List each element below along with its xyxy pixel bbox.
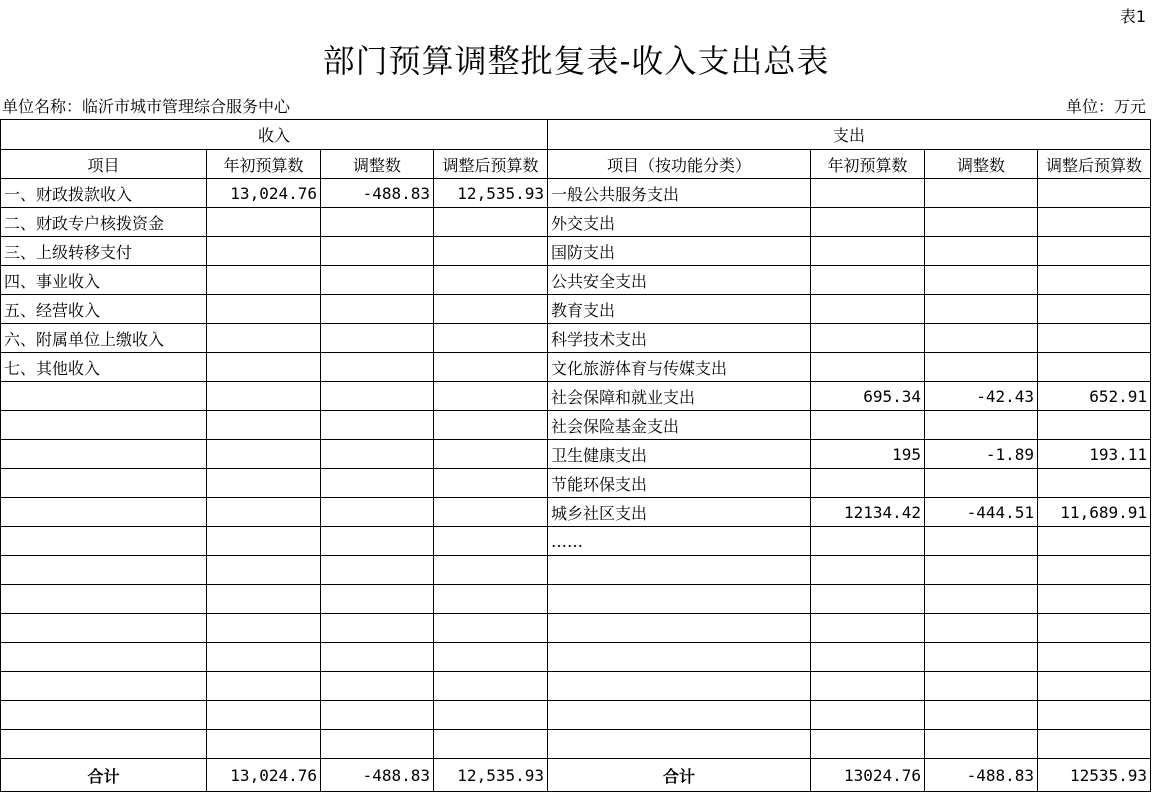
expense-adjust-cell (925, 614, 1038, 643)
income-adjust-cell (321, 556, 434, 585)
expense-initial-cell (811, 208, 925, 237)
income-adjust-cell (321, 411, 434, 440)
page-title: 部门预算调整批复表-收入支出总表 (322, 42, 830, 80)
expense-initial-cell (811, 324, 925, 353)
expense-item-cell: 科学技术支出 (548, 324, 811, 353)
expense-item-cell: 公共安全支出 (548, 266, 811, 295)
income-initial-cell (207, 701, 321, 730)
table-row (1, 614, 1151, 643)
income-adjust-cell (321, 469, 434, 498)
expense-adjust-cell (925, 556, 1038, 585)
expense-after-cell (1038, 643, 1151, 672)
income-adjust-cell (321, 382, 434, 411)
expense-adjust-cell (925, 295, 1038, 324)
expense-after-cell (1038, 237, 1151, 266)
income-after-cell (434, 672, 548, 701)
income-after-cell (434, 730, 548, 759)
income-item-cell (1, 585, 207, 614)
income-after-cell (434, 266, 548, 295)
col-header-expense-adjust: 调整数 (925, 150, 1038, 179)
table-row (1, 295, 1151, 324)
income-initial-cell (207, 498, 321, 527)
expense-item-cell: 国防支出 (548, 237, 811, 266)
income-initial-cell (207, 237, 321, 266)
income-item-cell (1, 643, 207, 672)
expense-adjust-cell (925, 353, 1038, 382)
expense-adjust-cell (925, 672, 1038, 701)
income-after-cell: 12,535.93 (434, 759, 548, 792)
income-initial-cell (207, 643, 321, 672)
expense-after-cell (1038, 295, 1151, 324)
expense-item-cell: …… (548, 527, 811, 556)
table-row (1, 556, 1151, 585)
col-header-income-adjust: 调整数 (321, 150, 434, 179)
expense-adjust-cell (925, 585, 1038, 614)
income-after-cell (434, 411, 548, 440)
income-item-cell: 一、财政拨款收入 (1, 179, 207, 208)
income-initial-cell (207, 614, 321, 643)
table-row (1, 353, 1151, 382)
income-adjust-cell: -488.83 (321, 179, 434, 208)
expense-item-cell (548, 701, 811, 730)
income-adjust-cell (321, 498, 434, 527)
table-row (1, 324, 1151, 353)
expense-initial-cell: 13024.76 (811, 759, 925, 792)
income-after-cell (434, 237, 548, 266)
income-item-cell (1, 469, 207, 498)
income-item-cell (1, 527, 207, 556)
expense-item-cell: 一般公共服务支出 (548, 179, 811, 208)
expense-item-cell (548, 585, 811, 614)
table-row (1, 672, 1151, 701)
expense-after-cell (1038, 179, 1151, 208)
income-item-cell (1, 730, 207, 759)
expense-adjust-cell (925, 643, 1038, 672)
unit-label: 单位：万元 (1065, 97, 1146, 116)
total-row (1, 759, 1151, 792)
expense-adjust-cell (925, 527, 1038, 556)
table-number: 表1 (1119, 7, 1146, 26)
expense-initial-cell (811, 266, 925, 295)
income-initial-cell (207, 469, 321, 498)
budget-table (0, 119, 1151, 792)
expense-section-header: 支出 (548, 120, 1151, 150)
income-adjust-cell: -488.83 (321, 759, 434, 792)
table-row (1, 382, 1151, 411)
income-adjust-cell (321, 353, 434, 382)
expense-adjust-cell (925, 730, 1038, 759)
income-initial-cell (207, 556, 321, 585)
expense-item-cell (548, 614, 811, 643)
income-item-cell (1, 556, 207, 585)
income-after-cell (434, 440, 548, 469)
expense-item-cell (548, 643, 811, 672)
col-header-expense-item: 项目（按功能分类） (548, 150, 811, 179)
expense-after-cell (1038, 266, 1151, 295)
expense-initial-cell: 695.34 (811, 382, 925, 411)
expense-item-cell: 文化旅游体育与传媒支出 (548, 353, 811, 382)
expense-initial-cell (811, 237, 925, 266)
table-row (1, 730, 1151, 759)
income-item-cell: 六、附属单位上缴收入 (1, 324, 207, 353)
expense-adjust-cell (925, 266, 1038, 295)
expense-after-cell: 193.11 (1038, 440, 1151, 469)
income-after-cell (434, 469, 548, 498)
income-adjust-cell (321, 266, 434, 295)
expense-after-cell (1038, 411, 1151, 440)
income-initial-cell (207, 440, 321, 469)
income-initial-cell: 13,024.76 (207, 759, 321, 792)
income-initial-cell (207, 527, 321, 556)
table-row (1, 440, 1151, 469)
expense-adjust-cell (925, 237, 1038, 266)
income-after-cell (434, 614, 548, 643)
expense-item-cell: 社会保险基金支出 (548, 411, 811, 440)
expense-item-cell (548, 730, 811, 759)
income-item-cell: 二、财政专户核拨资金 (1, 208, 207, 237)
income-initial-cell (207, 324, 321, 353)
expense-initial-cell: 12134.42 (811, 498, 925, 527)
expense-initial-cell (811, 585, 925, 614)
column-header-row (1, 150, 1151, 179)
expense-adjust-cell (925, 701, 1038, 730)
table-row (1, 701, 1151, 730)
income-after-cell (434, 585, 548, 614)
income-after-cell (434, 498, 548, 527)
expense-initial-cell (811, 614, 925, 643)
expense-adjust-cell (925, 179, 1038, 208)
income-after-cell (434, 527, 548, 556)
col-header-expense-after: 调整后预算数 (1038, 150, 1151, 179)
income-item-cell (1, 382, 207, 411)
expense-item-cell: 卫生健康支出 (548, 440, 811, 469)
income-item-cell (1, 614, 207, 643)
income-adjust-cell (321, 295, 434, 324)
expense-after-cell (1038, 614, 1151, 643)
expense-item-cell: 节能环保支出 (548, 469, 811, 498)
expense-after-cell (1038, 527, 1151, 556)
income-adjust-cell (321, 324, 434, 353)
expense-adjust-cell: -1.89 (925, 440, 1038, 469)
income-item-cell (1, 440, 207, 469)
income-item-cell (1, 672, 207, 701)
expense-item-cell: 教育支出 (548, 295, 811, 324)
income-initial-cell (207, 730, 321, 759)
income-adjust-cell (321, 208, 434, 237)
expense-item-cell: 外交支出 (548, 208, 811, 237)
income-initial-cell: 13,024.76 (207, 179, 321, 208)
income-initial-cell (207, 585, 321, 614)
table-row (1, 469, 1151, 498)
table-row (1, 643, 1151, 672)
expense-initial-cell (811, 295, 925, 324)
expense-after-cell (1038, 208, 1151, 237)
expense-after-cell (1038, 353, 1151, 382)
income-section-header: 收入 (1, 120, 548, 150)
income-after-cell (434, 295, 548, 324)
col-header-income-initial: 年初预算数 (207, 150, 321, 179)
income-after-cell: 12,535.93 (434, 179, 548, 208)
expense-after-cell: 12535.93 (1038, 759, 1151, 792)
expense-adjust-cell (925, 324, 1038, 353)
expense-initial-cell (811, 353, 925, 382)
table-row (1, 266, 1151, 295)
col-header-income-item: 项目 (1, 150, 207, 179)
expense-initial-cell (811, 701, 925, 730)
income-adjust-cell (321, 672, 434, 701)
section-header-row (1, 120, 1151, 150)
income-item-cell (1, 701, 207, 730)
expense-after-cell (1038, 730, 1151, 759)
expense-after-cell: 652.91 (1038, 382, 1151, 411)
income-adjust-cell (321, 527, 434, 556)
table-row (1, 411, 1151, 440)
income-adjust-cell (321, 237, 434, 266)
expense-initial-cell (811, 411, 925, 440)
expense-after-cell (1038, 672, 1151, 701)
expense-initial-cell (811, 179, 925, 208)
income-adjust-cell (321, 643, 434, 672)
expense-adjust-cell (925, 469, 1038, 498)
income-initial-cell (207, 353, 321, 382)
expense-adjust-cell: -488.83 (925, 759, 1038, 792)
table-row (1, 179, 1151, 208)
expense-after-cell (1038, 556, 1151, 585)
income-item-cell (1, 498, 207, 527)
expense-after-cell (1038, 701, 1151, 730)
expense-after-cell (1038, 469, 1151, 498)
table-row (1, 527, 1151, 556)
expense-item-cell (548, 672, 811, 701)
income-adjust-cell (321, 614, 434, 643)
income-adjust-cell (321, 730, 434, 759)
income-after-cell (434, 382, 548, 411)
income-item-cell: 七、其他收入 (1, 353, 207, 382)
income-initial-cell (207, 208, 321, 237)
income-item-cell: 合计 (1, 759, 207, 792)
income-initial-cell (207, 266, 321, 295)
table-row (1, 585, 1151, 614)
expense-adjust-cell: -42.43 (925, 382, 1038, 411)
income-after-cell (434, 701, 548, 730)
income-initial-cell (207, 672, 321, 701)
table-row (1, 498, 1151, 527)
col-header-income-after: 调整后预算数 (434, 150, 548, 179)
expense-after-cell: 11,689.91 (1038, 498, 1151, 527)
expense-item-cell: 城乡社区支出 (548, 498, 811, 527)
income-item-cell: 四、事业收入 (1, 266, 207, 295)
col-header-expense-initial: 年初预算数 (811, 150, 925, 179)
income-after-cell (434, 324, 548, 353)
income-initial-cell (207, 382, 321, 411)
income-after-cell (434, 643, 548, 672)
expense-item-cell: 社会保障和就业支出 (548, 382, 811, 411)
income-after-cell (434, 208, 548, 237)
expense-after-cell (1038, 324, 1151, 353)
expense-initial-cell: 195 (811, 440, 925, 469)
expense-after-cell (1038, 585, 1151, 614)
income-adjust-cell (321, 701, 434, 730)
income-adjust-cell (321, 585, 434, 614)
expense-initial-cell (811, 527, 925, 556)
income-after-cell (434, 556, 548, 585)
expense-adjust-cell (925, 411, 1038, 440)
table-row (1, 208, 1151, 237)
expense-adjust-cell: -444.51 (925, 498, 1038, 527)
expense-initial-cell (811, 643, 925, 672)
income-item-cell (1, 411, 207, 440)
income-initial-cell (207, 295, 321, 324)
expense-adjust-cell (925, 208, 1038, 237)
table-row (1, 237, 1151, 266)
expense-initial-cell (811, 730, 925, 759)
income-item-cell: 三、上级转移支付 (1, 237, 207, 266)
organization-label: 单位名称：临沂市城市管理综合服务中心 (2, 97, 291, 116)
income-initial-cell (207, 411, 321, 440)
income-adjust-cell (321, 440, 434, 469)
income-item-cell: 五、经营收入 (1, 295, 207, 324)
expense-item-cell (548, 556, 811, 585)
expense-item-cell: 合计 (548, 759, 811, 792)
expense-initial-cell (811, 469, 925, 498)
expense-initial-cell (811, 556, 925, 585)
income-after-cell (434, 353, 548, 382)
expense-initial-cell (811, 672, 925, 701)
